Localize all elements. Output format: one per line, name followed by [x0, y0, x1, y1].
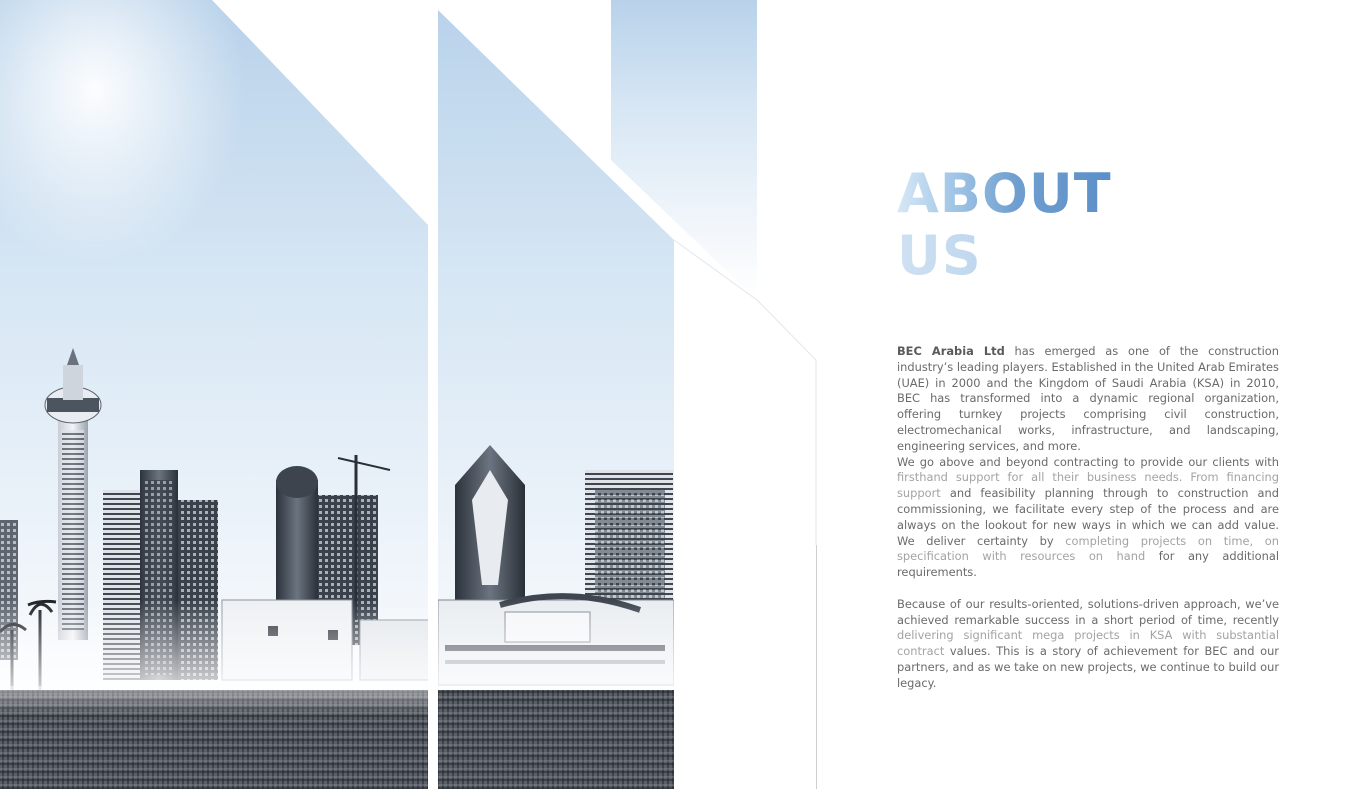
paragraph-spacer	[897, 581, 1279, 597]
page-title	[897, 163, 1112, 287]
paragraph-2-part-c: and feasibility planning through to construction and commissioning, we facilitate every step of the process and are always on the lookout for new ways in which we can add value. We deliver certainty by	[897, 486, 1279, 548]
title-line-1: ABOUT	[897, 162, 1112, 225]
vertical-divider	[816, 545, 817, 789]
paragraph-2	[897, 455, 1279, 581]
paragraph-2-part-a: We go above and beyond contracting to provide our clients with	[897, 454, 1279, 469]
paragraph-3-part-c: values. This is a story of achievement for BEC and our partners, and as we take on new projects, we continue to build our legacy.	[897, 644, 1279, 690]
paragraph-2-part-b: firsthand support for all their business needs. From financing support	[897, 470, 1279, 501]
paragraph-3-part-a: Because of our results-oriented, solutions-driven approach, we’ve achieved remarkable success in a short period of time, recently	[897, 596, 1279, 627]
company-name: BEC Arabia Ltd	[897, 344, 1005, 358]
about-body-text	[897, 344, 1279, 692]
paragraph-1-text: has emerged as one of the construction industry’s leading players. Established in the United Arab Emirates (UAE) in 2000 and the Kingdom of Saudi Arabia (KSA) in 2010, BEC has transformed into a dynamic regional organization, offering turnkey projects comprising civil construction, electromechanical works, infrastructure, and landscaping, engineering services, and more.	[897, 344, 1279, 453]
paragraph-2-part-d: completing projects on time, on specification with resources on hand	[897, 533, 1279, 564]
title-line-2: US	[897, 225, 1112, 287]
paragraph-3-part-b: delivering significant mega projects in KSA with substantial contract	[897, 628, 1279, 659]
paragraph-1	[897, 344, 1279, 455]
paragraph-2-part-e: for any additional requirements.	[897, 549, 1279, 580]
paragraph-3	[897, 597, 1279, 692]
left-panel	[0, 0, 430, 789]
